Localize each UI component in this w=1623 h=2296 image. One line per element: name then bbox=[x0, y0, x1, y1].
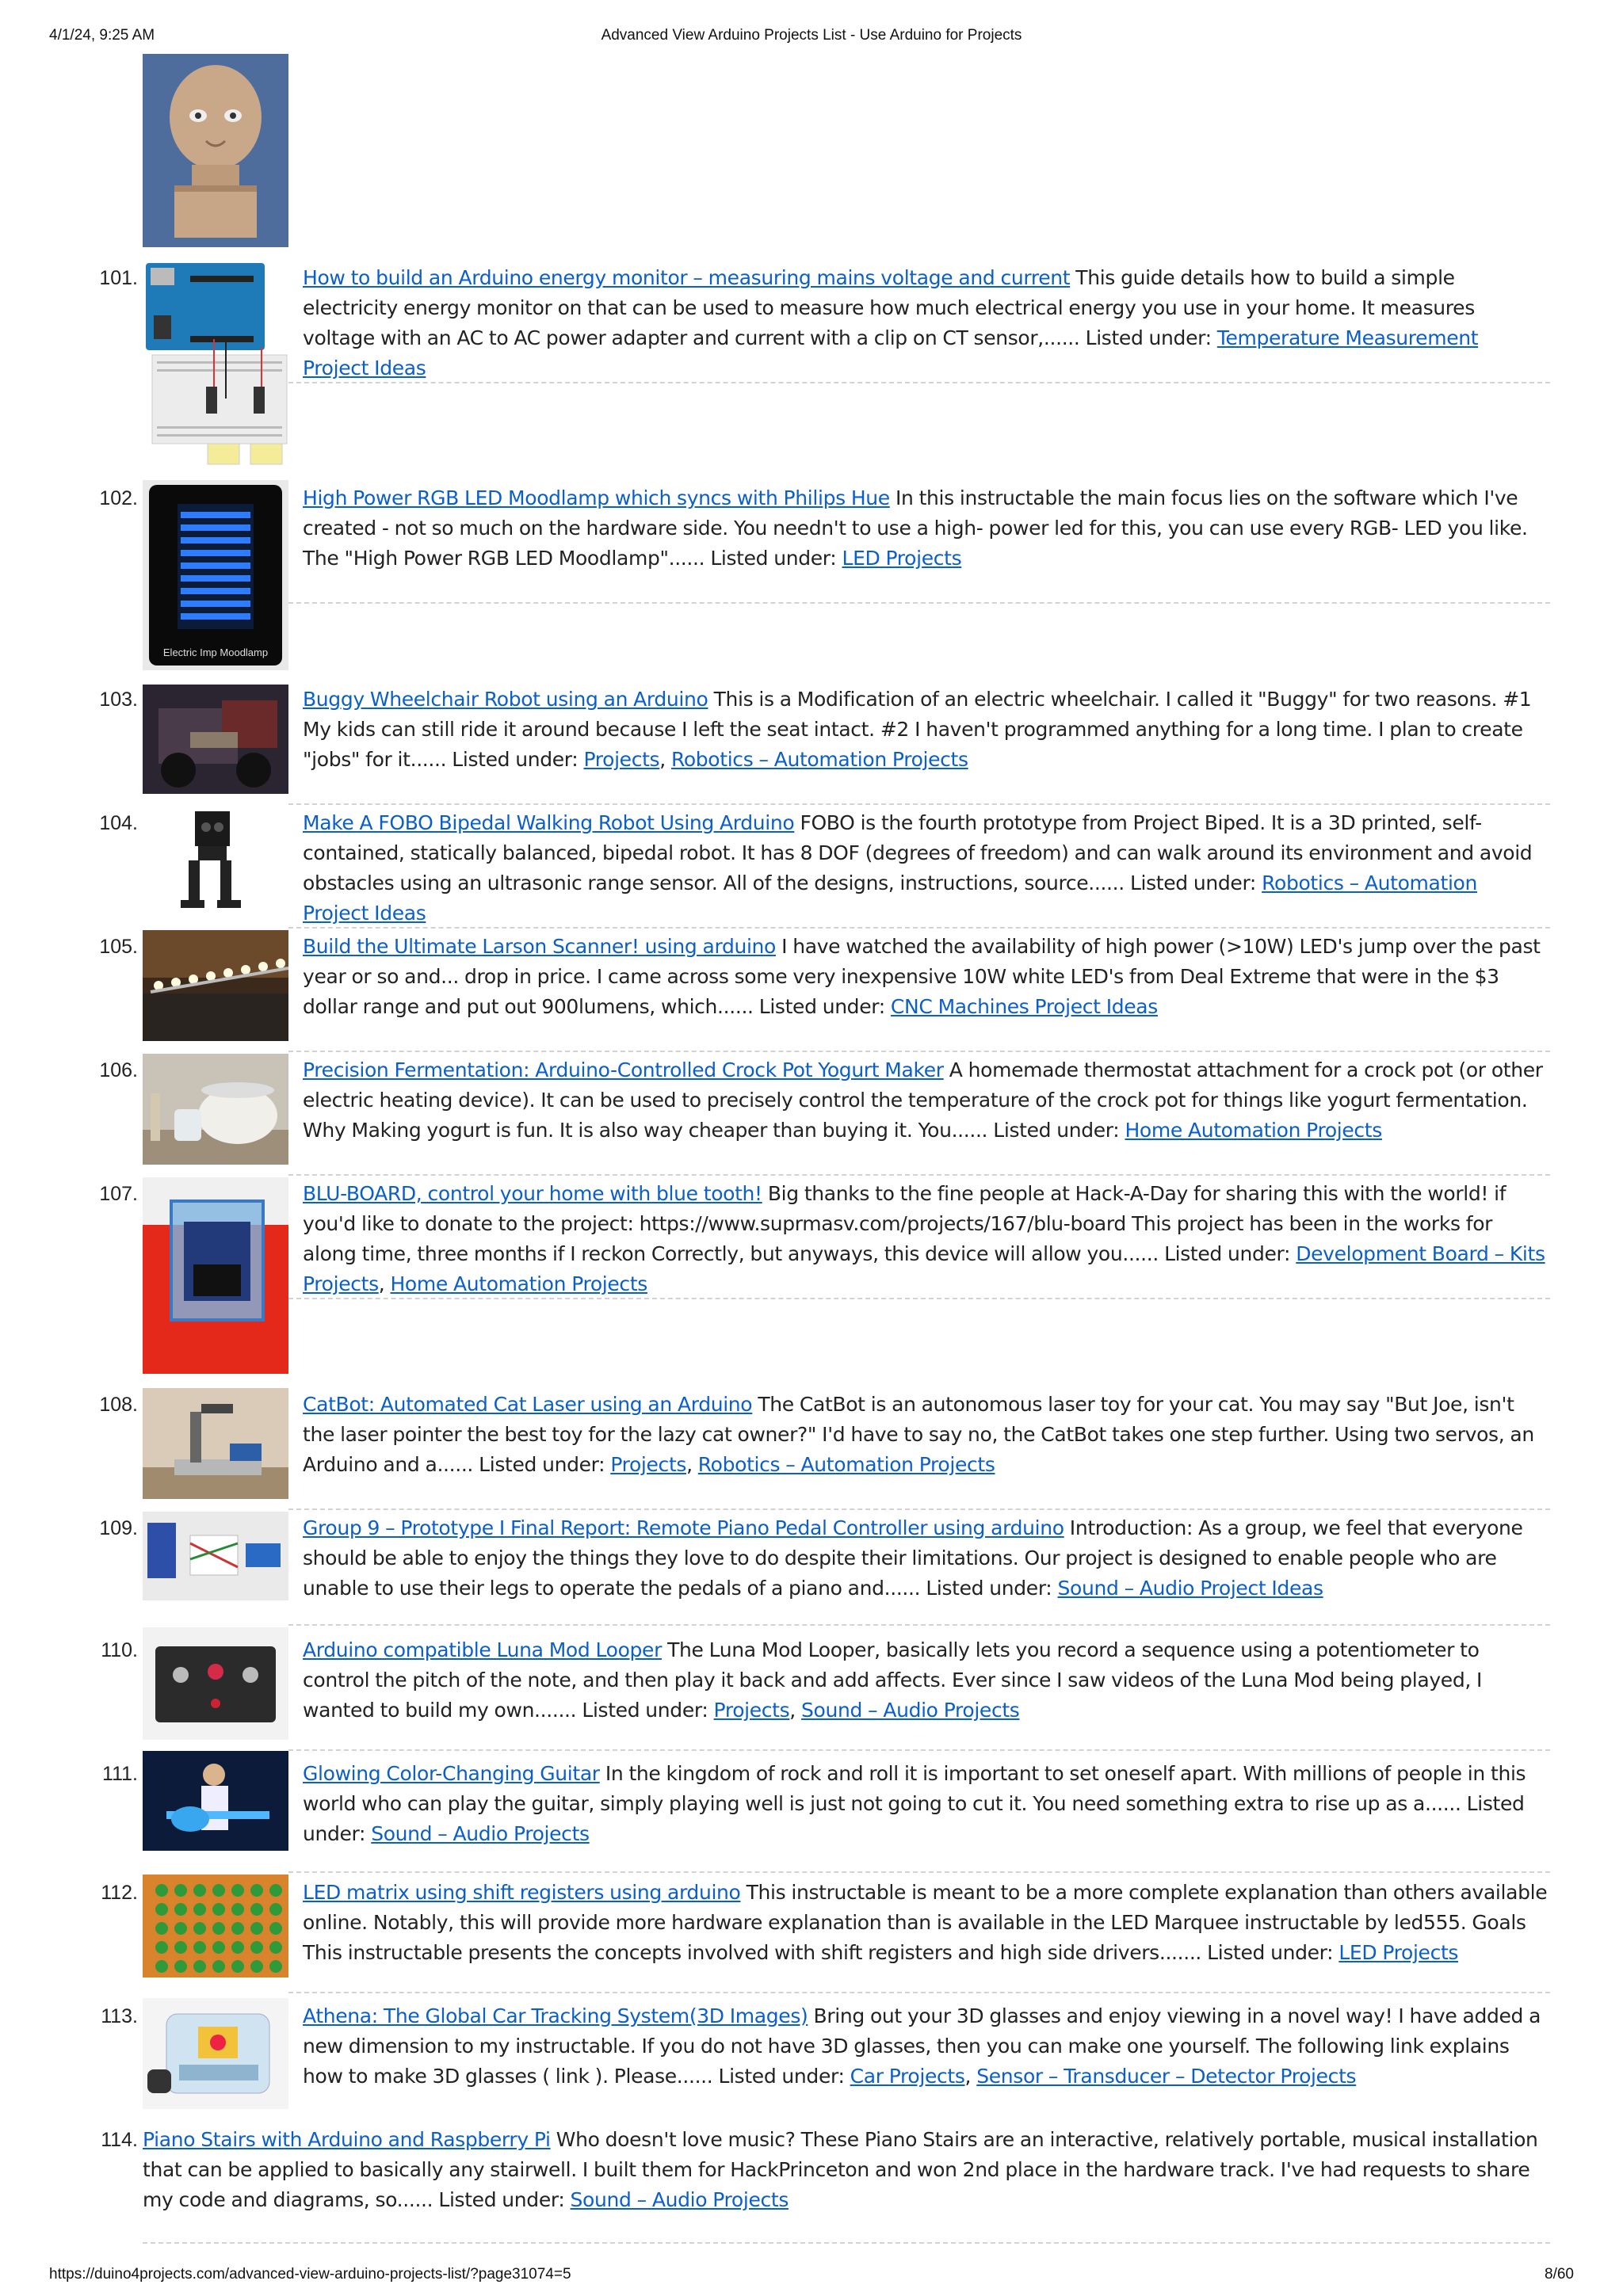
item-divider bbox=[288, 1174, 1550, 1176]
category-link[interactable]: Robotics – Automation Projects bbox=[670, 748, 968, 771]
item-description: This instructable is meant to be a more complete explanation than others available online. Notably, this will provide more hardware explanation than is available in the LED Marquee instructable by led555. Goals This instructable presents the concepts involved with shift registers and high side drivers....... bbox=[303, 1881, 1548, 1964]
item-description: This guide details how to build a simple electricity energy monitor on that can be used to measure how much electrical energy you use in your home. It measures voltage with an AC to AC power adapter and current with a clip on CT sensor,...... bbox=[303, 266, 1475, 349]
item-description: This is a Modification of an electric wheelchair. I called it "Buggy" for two reasons. #1 My kids can still ride it around because I left the seat intact. #2 I haven't programmed anything for a long time. I plan to create "jobs" for it...... bbox=[303, 688, 1532, 771]
item-divider bbox=[288, 1871, 1550, 1873]
item-divider bbox=[288, 602, 1550, 604]
item-number: 109. bbox=[99, 1517, 138, 1539]
item-body bbox=[303, 932, 1549, 1022]
led-matrix-image bbox=[143, 1875, 288, 1978]
category-link[interactable]: Sound – Audio Project Ideas bbox=[1057, 1577, 1323, 1600]
item-body bbox=[303, 1878, 1549, 1968]
larson-scanner-image bbox=[143, 930, 288, 1041]
category-link[interactable]: Sensor – Transducer – Detector Projects bbox=[976, 2065, 1357, 2088]
listed-under-label: Listed under: bbox=[1207, 1941, 1334, 1964]
item-number: 114. bbox=[101, 2129, 138, 2151]
item-title-link[interactable]: Make A FOBO Bipedal Walking Robot Using Arduino bbox=[303, 811, 795, 834]
category-link[interactable]: Development Board – Kits Projects bbox=[303, 1242, 1545, 1295]
listed-under-label: Listed under: bbox=[926, 1577, 1052, 1600]
item-title-link[interactable]: BLU-BOARD, control your home with blue tooth! bbox=[303, 1182, 762, 1205]
item-divider bbox=[288, 382, 1550, 383]
category-link[interactable]: Home Automation Projects bbox=[1125, 1119, 1382, 1142]
category-link[interactable]: Sound – Audio Projects bbox=[371, 1822, 590, 1845]
item-title-link[interactable]: Group 9 – Prototype I Final Report: Remote Piano Pedal Controller using arduino bbox=[303, 1516, 1064, 1539]
item-title-link[interactable]: Athena: The Global Car Tracking System(3D Images) bbox=[303, 2004, 808, 2027]
item-number: 102. bbox=[99, 487, 138, 509]
item-divider bbox=[288, 1624, 1550, 1626]
item-description: In the kingdom of rock and roll it is important to set oneself apart. With millions of people in this world who can play the guitar, simply playing well is just not going to cut it. You need something extra to rise up as a...... bbox=[303, 1762, 1526, 1815]
item-description: The Luna Mod Looper, basically lets you record a sequence using a potentiometer to control the pitch of the note, and then play it back and add affects. Ever since I saw videos of the Luna Mod being played, I wanted to build my own....... bbox=[303, 1638, 1483, 1722]
item-number: 105. bbox=[99, 936, 138, 958]
category-link[interactable]: CNC Machines Project Ideas bbox=[890, 995, 1158, 1018]
category-link[interactable]: Robotics – Automation Project Ideas bbox=[303, 871, 1477, 925]
item-body: Arduino compatible Luna Mod Looper The Luna Mod Looper, basically lets you record a sequence using a potentiometer to control the pitch of the note, and then play it back and add affects. Ever since I saw videos of the Luna Mod being played, I wanted to build my own....... Listed under: Projects, Sound – Audio Projects bbox=[303, 1638, 1483, 1722]
item-title-link[interactable]: Build the Ultimate Larson Scanner! using arduino bbox=[303, 935, 776, 958]
listed-under-label: Listed under: bbox=[993, 1119, 1120, 1142]
moodlamp-caption: Electric Imp Moodlamp bbox=[162, 646, 269, 658]
listed-under-label: Listed under: bbox=[303, 1792, 1525, 1845]
item-number: 104. bbox=[99, 812, 138, 834]
item-divider bbox=[288, 1298, 1550, 1299]
item-number: 101. bbox=[99, 267, 138, 289]
item-divider bbox=[143, 2242, 1550, 2244]
item-title-link[interactable]: High Power RGB LED Moodlamp which syncs with Philips Hue bbox=[303, 486, 890, 509]
listed-under-label: Listed under: bbox=[718, 2065, 845, 2088]
item-divider bbox=[288, 927, 1550, 929]
piano-pedal-image bbox=[143, 1512, 288, 1600]
print-datetime: 4/1/24, 9:25 AM bbox=[49, 27, 155, 44]
guitar-image bbox=[143, 1751, 288, 1851]
item-number: 110. bbox=[101, 1639, 138, 1661]
item-divider bbox=[288, 803, 1550, 805]
page-url: https://duino4projects.com/advanced-view-arduino-projects-list/?page31074=5 bbox=[49, 2266, 571, 2283]
blu-board-image bbox=[143, 1177, 288, 1374]
item-title-link[interactable]: Piano Stairs with Arduino and Raspberry Pi bbox=[143, 2128, 551, 2151]
page-title: Advanced View Arduino Projects List - Use Arduino for Projects bbox=[601, 27, 1022, 44]
category-link[interactable]: LED Projects bbox=[842, 547, 962, 570]
page-number: 8/60 bbox=[1545, 2266, 1574, 2283]
item-title-link[interactable]: CatBot: Automated Cat Laser using an Arduino bbox=[303, 1393, 753, 1416]
item-description: I have watched the availability of high power (>10W) LED's jump over the past year or so and... drop in price. I came across some very inexpensive 10W white LED's from Deal Extreme that were in the $3 dollar range and put out 900lumens, which...... bbox=[303, 935, 1541, 1018]
category-link[interactable]: Car Projects bbox=[850, 2065, 965, 2088]
item-divider bbox=[288, 1508, 1550, 1510]
listed-under-label: Listed under: bbox=[1085, 326, 1212, 349]
moodlamp-image bbox=[143, 480, 288, 670]
item-title-link[interactable]: Glowing Color-Changing Guitar bbox=[303, 1762, 600, 1785]
item-description: The CatBot is an autonomous laser toy for your cat. You may say "But Joe, isn't the laser pointer the best toy for the lazy cat owner?" I'd have to say no, the CatBot takes one step further. Using two servos, an Arduino and a...... bbox=[303, 1393, 1534, 1476]
item-body: BLU-BOARD, control your home with blue tooth! Big thanks to the fine people at Hack-A-Day for sharing this with the world! if you'd like to donate to the project: https://www.suprmasv.com/projects/167/blu-board This project has been in the works for along time, three months if I reckon Correctly, but anyways, this device will allow you...... Listed under: Development Board – Kits Projects, Home Automation Projects bbox=[303, 1182, 1545, 1295]
category-link[interactable]: Sound – Audio Projects bbox=[570, 2188, 789, 2211]
item-title-link[interactable]: How to build an Arduino energy monitor – measuring mains voltage and current bbox=[303, 266, 1071, 289]
item-body bbox=[303, 263, 1549, 383]
listed-under-label: Listed under: bbox=[758, 995, 885, 1018]
item-description: A homemade thermostat attachment for a crock pot (or other electric heating device). It can be used to precisely control the temperature of the crock pot for things like yogurt fermentation. Why Making yogurt is fun. It is also way cheaper than buying it. You...... bbox=[303, 1058, 1543, 1142]
item-divider bbox=[288, 1749, 1550, 1751]
crock-pot-image bbox=[143, 1054, 288, 1165]
item-body: Athena: The Global Car Tracking System(3D Images) Bring out your 3D glasses and enjoy viewing in a novel way! I have added a new dimension to my instructable. If you do not have 3D glasses, then you can make one yourself. The following link explains how to make 3D glasses ( link ). Please...... Listed under: Car Projects, Sensor – Transducer – Detector Projects bbox=[303, 2004, 1541, 2088]
category-link[interactable]: Home Automation Projects bbox=[390, 1272, 647, 1295]
wheelchair-robot-image bbox=[143, 685, 288, 794]
category-link[interactable]: Projects bbox=[610, 1453, 687, 1476]
category-link[interactable]: Robotics – Automation Projects bbox=[697, 1453, 995, 1476]
item-body bbox=[303, 1759, 1549, 1849]
item-number: 106. bbox=[99, 1059, 138, 1081]
listed-under-label: Listed under: bbox=[479, 1453, 605, 1476]
item-description: In this instructable the main focus lies on the software which I've created - not so much on the hardware side. You needn't to use a high- power led for this, you can use every RGB- LED you like. The "High Power RGB LED Moodlamp"...... bbox=[303, 486, 1528, 570]
item-body: Buggy Wheelchair Robot using an Arduino This is a Modification of an electric wheelchair. I called it "Buggy" for two reasons. #1 My kids can still ride it around because I left the seat intact. #2 I haven't programmed anything for a long time. I plan to create "jobs" for it...... Listed under: Projects, Robotics – Automation Projects bbox=[303, 688, 1532, 771]
animatronic-head-image bbox=[143, 54, 288, 247]
energy-monitor-image bbox=[143, 260, 288, 467]
item-body bbox=[143, 2125, 1549, 2215]
item-body bbox=[303, 1513, 1549, 1604]
listed-under-label: Listed under: bbox=[438, 2188, 565, 2211]
category-link[interactable]: Temperature Measurement Project Ideas bbox=[303, 326, 1479, 379]
item-number: 107. bbox=[99, 1183, 138, 1205]
category-link[interactable]: Projects bbox=[583, 748, 660, 771]
item-description: Who doesn't love music? These Piano Stairs are an interactive, relatively portable, musical installation that can be applied to basically any stairwell. I built them for HackPrinceton and won 2nd place in the hardware track. I've had requests to share my code and diagrams, so...... bbox=[143, 2128, 1538, 2211]
item-description: Big thanks to the fine people at Hack-A-Day for sharing this with the world! if you'd like to donate to the project: https://www.suprmasv.com/projects/167/blu-board This project has been in the works for along time, three months if I reckon Correctly, but anyways, this device will allow you...... bbox=[303, 1182, 1507, 1265]
item-title-link[interactable]: LED matrix using shift registers using arduino bbox=[303, 1881, 741, 1904]
item-description: Bring out your 3D glasses and enjoy viewing in a novel way! I have added a new dimension to my instructable. If you do not have 3D glasses, then you can make one yourself. The following link explains how to make 3D glasses ( link ). Please...... bbox=[303, 2004, 1541, 2088]
item-body: CatBot: Automated Cat Laser using an Arduino The CatBot is an autonomous laser toy for your cat. You may say "But Joe, isn't the laser pointer the best toy for the lazy cat owner?" I'd have to say no, the CatBot takes one step further. Using two servos, an Arduino and a...... Listed under: Projects, Robotics – Automation Projects bbox=[303, 1393, 1534, 1476]
item-description: Introduction: As a group, we feel that everyone should be able to enjoy the things they love to do despite their limitations. Our project is designed to enable people who are unable to use their legs to operate the pedals of a piano and...... bbox=[303, 1516, 1523, 1600]
item-title-link[interactable]: Precision Fermentation: Arduino-Controlled Crock Pot Yogurt Maker bbox=[303, 1058, 944, 1081]
item-number: 113. bbox=[101, 2005, 138, 2027]
catbot-image bbox=[143, 1388, 288, 1499]
luna-mod-image bbox=[143, 1627, 288, 1740]
listed-under-label: Listed under: bbox=[710, 547, 837, 570]
item-title-link[interactable]: Buggy Wheelchair Robot using an Arduino bbox=[303, 688, 708, 711]
listed-under-label: Listed under: bbox=[1129, 871, 1257, 894]
item-title-link[interactable]: Arduino compatible Luna Mod Looper bbox=[303, 1638, 662, 1661]
item-divider bbox=[288, 1051, 1550, 1052]
item-body bbox=[303, 483, 1549, 574]
listed-under-label: Listed under: bbox=[1164, 1242, 1291, 1265]
listed-under-label: Listed under: bbox=[452, 748, 579, 771]
item-number: 111. bbox=[102, 1763, 138, 1785]
category-link[interactable]: Projects bbox=[713, 1699, 790, 1722]
item-number: 103. bbox=[99, 688, 138, 711]
item-number: 112. bbox=[101, 1882, 138, 1904]
car-tracking-image bbox=[143, 1998, 288, 2109]
listed-under-label: Listed under: bbox=[582, 1699, 708, 1722]
item-number: 108. bbox=[99, 1394, 138, 1416]
item-body bbox=[303, 1055, 1549, 1146]
item-divider bbox=[288, 1992, 1550, 1993]
category-link[interactable]: LED Projects bbox=[1338, 1941, 1459, 1964]
fobo-robot-image bbox=[143, 807, 288, 917]
item-body bbox=[303, 808, 1549, 929]
category-link[interactable]: Sound – Audio Projects bbox=[801, 1699, 1020, 1722]
item-description: FOBO is the fourth prototype from Project Biped. It is a 3D printed, self-contained, statically balanced, bipedal robot. It has 8 DOF (degrees of freedom) and can walk around its environment and avoid obstacles using an ultrasonic range sensor. All of the designs, instructions, source...... bbox=[303, 811, 1533, 894]
